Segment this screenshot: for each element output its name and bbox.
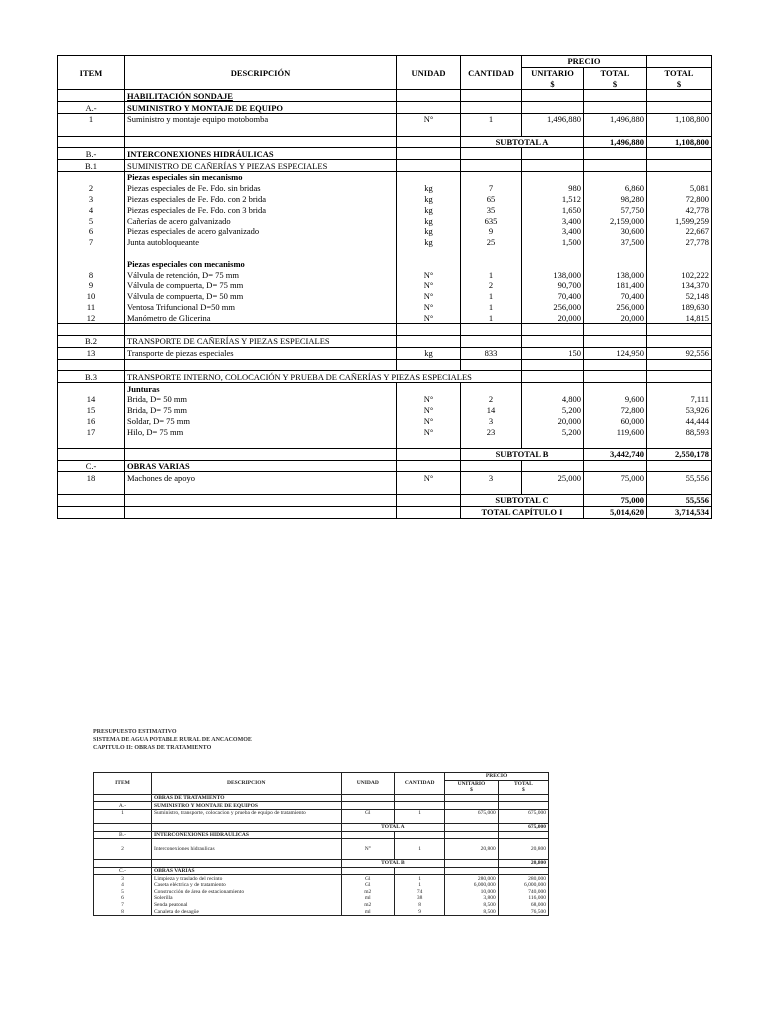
total-cell: 740,000: [498, 889, 548, 896]
price-cell: 256,000: [522, 302, 584, 313]
price-cell: 150: [522, 347, 584, 359]
unit-cell: N°: [397, 291, 461, 302]
desc-cell: Suministro, transporte, colocacion y prueba de equipo de tratamiento: [151, 809, 341, 816]
subtotal-row: [94, 860, 549, 868]
section-code: B.3: [58, 371, 125, 383]
total-cell: 6,860: [584, 183, 647, 194]
unit-cell: ml: [341, 895, 395, 902]
section-title: TRANSPORTE INTERNO, COLOCACIÓN Y PRUEBA DE CAÑERÍAS Y PIEZAS ESPECIALES: [125, 371, 522, 383]
qty-cell: 8: [395, 902, 445, 909]
spacer-row: [58, 437, 712, 448]
item-cell: 1: [58, 113, 125, 124]
price-cell: 10,000: [445, 889, 499, 896]
header-total: TOTAL: [584, 67, 647, 78]
total2-cell: 5,081: [647, 183, 712, 194]
table-row: [94, 889, 549, 896]
total-cell: 20,000: [584, 312, 647, 323]
subtotal-label: SUBTOTAL B: [461, 448, 584, 460]
item-cell: 8: [58, 269, 125, 280]
header-precio: PRECIO: [445, 773, 549, 781]
price-cell: 20,800: [445, 846, 499, 853]
qty-cell: 1: [395, 809, 445, 816]
total2-cell: 53,926: [647, 405, 712, 416]
desc-cell: Piezas especiales de acero galvanizado: [125, 226, 397, 237]
item-cell: 3: [58, 194, 125, 205]
total2-cell: 1,599,259: [647, 215, 712, 226]
table-row: [58, 215, 712, 226]
total-cell: 138,000: [584, 269, 647, 280]
header-precio: PRECIO: [522, 56, 647, 68]
total2-cell: 189,630: [647, 302, 712, 313]
total-cell: 9,600: [584, 394, 647, 405]
price-cell: 25,000: [522, 472, 584, 483]
item-cell: 6: [58, 226, 125, 237]
table-row: [58, 237, 712, 248]
section-row: [58, 102, 712, 114]
unit-cell: m2: [341, 902, 395, 909]
subsection-title: Junturas: [125, 383, 397, 394]
desc-cell: Interconexiones hidraulicas: [151, 846, 341, 853]
total-cell: 119,600: [584, 426, 647, 437]
total2-cell: 134,370: [647, 280, 712, 291]
section-title: SUMINISTRO Y MONTAJE DE EQUIPOS: [151, 802, 341, 810]
unit-cell: kg: [397, 226, 461, 237]
total-cell: 70,400: [584, 291, 647, 302]
qty-cell: 833: [461, 347, 522, 359]
subtotal-value-2: 2,550,178: [647, 448, 712, 460]
unit-cell: N°: [397, 302, 461, 313]
desc-cell: Solerilla: [151, 895, 341, 902]
grand-total-value: 5,014,620: [584, 506, 647, 518]
table-row: [94, 875, 549, 882]
total-cell: 68,000: [498, 902, 548, 909]
item-cell: 16: [58, 416, 125, 427]
subtotal-value: 675,000: [498, 824, 548, 832]
grand-total-row: [58, 506, 712, 518]
section-code: B.-: [94, 831, 152, 839]
desc-cell: Piezas especiales de Fe. Fdo. con 2 brida: [125, 194, 397, 205]
spacer-row: [58, 483, 712, 494]
desc-cell: Canaleta de desagüe: [151, 908, 341, 915]
subtotal-value: 3,442,740: [584, 448, 647, 460]
table-row: [58, 394, 712, 405]
subtotal-value-2: 1,108,800: [647, 136, 712, 148]
section-row: [58, 460, 712, 472]
subtotal-value: 75,000: [584, 495, 647, 507]
price-cell: 1,650: [522, 204, 584, 215]
total-cell: 675,000: [498, 809, 548, 816]
table-row: [58, 472, 712, 483]
spacer-row: [58, 324, 712, 336]
item-cell: 2: [94, 846, 152, 853]
subtotal-row: [58, 495, 712, 507]
total-cell: 2,159,000: [584, 215, 647, 226]
qty-cell: 65: [461, 194, 522, 205]
item-cell: 14: [58, 394, 125, 405]
header-unidad: UNIDAD: [397, 56, 461, 90]
qty-cell: 1: [461, 269, 522, 280]
total-cell: 57,750: [584, 204, 647, 215]
price-cell: 4,800: [522, 394, 584, 405]
qty-cell: 14: [461, 405, 522, 416]
item-cell: 4: [94, 882, 152, 889]
header-currency: $: [445, 787, 499, 794]
section-title: HABILITACIÓN SONDAJE: [125, 90, 397, 102]
price-cell: 138,000: [522, 269, 584, 280]
unit-cell: kg: [397, 183, 461, 194]
spacer-row: [58, 359, 712, 371]
qty-cell: 1: [395, 882, 445, 889]
desc-cell: Machones de apoyo: [125, 472, 397, 483]
table-row: [58, 226, 712, 237]
qty-cell: 38: [395, 895, 445, 902]
section-code: A.-: [94, 802, 152, 810]
total2-cell: 88,593: [647, 426, 712, 437]
section-row: [94, 802, 549, 810]
table-row: [58, 302, 712, 313]
total2-cell: 7,111: [647, 394, 712, 405]
desc-cell: Manómetro de Glicerina: [125, 312, 397, 323]
table-row: [58, 204, 712, 215]
subtotal-value-2: 55,556: [647, 495, 712, 507]
price-cell: 3,800: [445, 895, 499, 902]
price-cell: 20,000: [522, 416, 584, 427]
subsection-row: [58, 258, 712, 269]
qty-cell: 1: [395, 875, 445, 882]
qty-cell: 635: [461, 215, 522, 226]
item-cell: 10: [58, 291, 125, 302]
subtotal-value: 20,800: [498, 860, 548, 868]
section-code: C.-: [58, 460, 125, 472]
table-row: [58, 183, 712, 194]
unit-cell: N°: [397, 280, 461, 291]
spacer-row: [94, 853, 549, 860]
subsection-title: Piezas especiales sin mecanismo: [125, 171, 397, 182]
section-title: OBRAS VARIAS: [125, 460, 397, 472]
qty-cell: 1: [461, 113, 522, 124]
item-cell: 1: [94, 809, 152, 816]
price-cell: 8,500: [445, 902, 499, 909]
table-row: [58, 426, 712, 437]
section-title: INTERCONEXIONES HIDRAULICAS: [151, 831, 341, 839]
total2-cell: 42,778: [647, 204, 712, 215]
section-row: [58, 160, 712, 172]
qty-cell: 7: [461, 183, 522, 194]
unit-cell: N°: [397, 426, 461, 437]
budget-table-chapter-1: [57, 55, 712, 519]
total-cell: 60,000: [584, 416, 647, 427]
table-row: [58, 416, 712, 427]
header-row: [94, 773, 549, 781]
desc-cell: Construcción de área de estacionamiento: [151, 889, 341, 896]
header-descripcion: DESCRIPCIÓN: [125, 56, 397, 90]
unit-cell: N°: [397, 405, 461, 416]
table-row: [58, 269, 712, 280]
qty-cell: 1: [461, 312, 522, 323]
section-code: B.2: [58, 335, 125, 347]
item-cell: 7: [94, 902, 152, 909]
total-cell: 30,600: [584, 226, 647, 237]
header-currency-2: $: [498, 787, 548, 794]
price-cell: 90,700: [522, 280, 584, 291]
price-cell: 70,400: [522, 291, 584, 302]
unit-cell: N°: [397, 394, 461, 405]
subtotal-row: [94, 824, 549, 832]
table-row: [94, 846, 549, 853]
price-cell: 6,000,000: [445, 882, 499, 889]
unit-cell: N°: [397, 416, 461, 427]
table-row: [94, 902, 549, 909]
unit-cell: m2: [341, 889, 395, 896]
total-cell: 76,500: [498, 908, 548, 915]
subsection-row: [58, 171, 712, 182]
total-cell: 124,950: [584, 347, 647, 359]
item-cell: 7: [58, 237, 125, 248]
qty-cell: 3: [461, 416, 522, 427]
total-cell: 280,000: [498, 875, 548, 882]
qty-cell: 74: [395, 889, 445, 896]
qty-cell: 9: [395, 908, 445, 915]
total-cell: 6,000,000: [498, 882, 548, 889]
table-row: [94, 908, 549, 915]
header-total: TOTAL: [498, 780, 548, 787]
total-cell: 72,800: [584, 405, 647, 416]
qty-cell: 1: [395, 846, 445, 853]
total2-cell: 72,800: [647, 194, 712, 205]
section-code: A.-: [58, 102, 125, 114]
unit-cell: N°: [341, 846, 395, 853]
item-cell: 12: [58, 312, 125, 323]
total-cell: 75,000: [584, 472, 647, 483]
price-cell: 1,512: [522, 194, 584, 205]
total2-cell: 14,815: [647, 312, 712, 323]
total-cell: 256,000: [584, 302, 647, 313]
unit-cell: N°: [397, 472, 461, 483]
section-row: [94, 831, 549, 839]
unit-cell: kg: [397, 237, 461, 248]
section-title: SUMINISTRO Y MONTAJE DE EQUIPO: [125, 102, 397, 114]
header-descripcion: DESCRIPCION: [151, 773, 341, 795]
header-blank: [647, 56, 712, 68]
section-title: TRANSPORTE DE CAÑERÍAS Y PIEZAS ESPECIALES: [125, 335, 397, 347]
desc-cell: Suministro y montaje equipo motobomba: [125, 113, 397, 124]
item-cell: 5: [94, 889, 152, 896]
header-currency-3: $: [647, 79, 712, 90]
desc-cell: Brida, D= 75 mm: [125, 405, 397, 416]
desc-cell: Transporte de piezas especiales: [125, 347, 397, 359]
table-row: [58, 347, 712, 359]
subtotal-label: TOTAL A: [341, 824, 445, 832]
price-cell: 20,000: [522, 312, 584, 323]
unit-cell: N°: [397, 269, 461, 280]
item-cell: 8: [94, 908, 152, 915]
total2-cell: 92,556: [647, 347, 712, 359]
section-row: [94, 867, 549, 875]
qty-cell: 23: [461, 426, 522, 437]
table-row: [94, 895, 549, 902]
desc-cell: Soldar, D= 75 mm: [125, 416, 397, 427]
desc-cell: Ventosa Trifuncional D=50 mm: [125, 302, 397, 313]
unit-cell: Gl: [341, 882, 395, 889]
doc2-title-3: CAPITULO II: OBRAS DE TRATAMIENTO: [93, 745, 212, 751]
desc-cell: Limpieza y traslado del recinto: [151, 875, 341, 882]
item-cell: 11: [58, 302, 125, 313]
section-row: [58, 90, 712, 102]
item-cell: 18: [58, 472, 125, 483]
item-cell: 2: [58, 183, 125, 194]
unit-cell: Gl: [341, 809, 395, 816]
total2-cell: 27,778: [647, 237, 712, 248]
unit-cell: N°: [397, 312, 461, 323]
subtotal-label: SUBTOTAL A: [461, 136, 584, 148]
header-total-2: TOTAL: [647, 67, 712, 78]
desc-cell: Cañerías de acero galvanizado: [125, 215, 397, 226]
total2-cell: 55,556: [647, 472, 712, 483]
subsection-row: [58, 383, 712, 394]
subtotal-value: 1,496,880: [584, 136, 647, 148]
section-row: [58, 148, 712, 160]
grand-total-label: TOTAL CAPÍTULO I: [461, 506, 584, 518]
table-row: [58, 113, 712, 124]
subtotal-row: [58, 136, 712, 148]
unit-cell: kg: [397, 215, 461, 226]
desc-cell: Senda peatonal: [151, 902, 341, 909]
header-unitario: UNITARIO: [522, 67, 584, 78]
section-title: OBRAS VARIAS: [151, 867, 341, 875]
section-row: [58, 335, 712, 347]
section-title: SUMINISTRO DE CAÑERÍAS Y PIEZAS ESPECIALES: [125, 160, 397, 172]
desc-cell: Válvula de retención, D= 75 mm: [125, 269, 397, 280]
price-cell: 980: [522, 183, 584, 194]
total2-cell: 22,667: [647, 226, 712, 237]
qty-cell: 1: [461, 291, 522, 302]
unit-cell: N°: [397, 113, 461, 124]
desc-cell: Piezas especiales de Fe. Fdo. con 3 brida: [125, 204, 397, 215]
qty-cell: 2: [461, 280, 522, 291]
qty-cell: 3: [461, 472, 522, 483]
section-title: OBRAS DE TRATAMIENTO: [151, 794, 341, 802]
desc-cell: Válvula de compuerta, D= 50 mm: [125, 291, 397, 302]
total-cell: 116,000: [498, 895, 548, 902]
desc-cell: Piezas especiales de Fe. Fdo. sin bridas: [125, 183, 397, 194]
qty-cell: 25: [461, 237, 522, 248]
chapter-2-preview: [93, 728, 553, 915]
header-currency-2: $: [584, 79, 647, 90]
total2-cell: 52,148: [647, 291, 712, 302]
unit-cell: ml: [341, 908, 395, 915]
price-cell: 1,496,880: [522, 113, 584, 124]
section-code: B.1: [58, 160, 125, 172]
section-code: B.-: [58, 148, 125, 160]
item-cell: 6: [94, 895, 152, 902]
item-cell: 4: [58, 204, 125, 215]
desc-cell: Brida, D= 50 mm: [125, 394, 397, 405]
total2-cell: 1,108,800: [647, 113, 712, 124]
table-row: [58, 194, 712, 205]
price-cell: 5,200: [522, 426, 584, 437]
spacer-row: [94, 817, 549, 824]
price-cell: 3,400: [522, 215, 584, 226]
section-title: INTERCONEXIONES HIDRÁULICAS: [125, 148, 397, 160]
price-cell: 3,400: [522, 226, 584, 237]
desc-cell: Junta autobloqueante: [125, 237, 397, 248]
table-row: [58, 280, 712, 291]
total-cell: 181,400: [584, 280, 647, 291]
doc2-title-1: PRESUPUESTO ESTIMATIVO: [93, 729, 177, 735]
qty-cell: 35: [461, 204, 522, 215]
section-row: [94, 794, 549, 802]
total2-cell: 44,444: [647, 416, 712, 427]
spacer-row: [58, 248, 712, 259]
subtotal-label: TOTAL B: [341, 860, 445, 868]
table-row: [94, 809, 549, 816]
header-currency: $: [522, 79, 584, 90]
total-cell: 98,280: [584, 194, 647, 205]
item-cell: 5: [58, 215, 125, 226]
table-row: [58, 405, 712, 416]
subtotal-row: [58, 448, 712, 460]
budget-table-chapter-2: [93, 772, 549, 916]
desc-cell: Caseta eléctrica y de tratamiento: [151, 882, 341, 889]
unit-cell: kg: [397, 204, 461, 215]
subtotal-label: SUBTOTAL C: [461, 495, 584, 507]
price-cell: 280,000: [445, 875, 499, 882]
header-unitario: UNITARIO: [445, 780, 499, 787]
grand-total-value-2: 3,714,534: [647, 506, 712, 518]
qty-cell: 1: [461, 302, 522, 313]
header-item: ITEM: [58, 56, 125, 90]
doc2-title-2: SISTEMA DE AGUA POTABLE RURAL DE ANCACOMOE: [93, 737, 252, 743]
total-cell: 37,500: [584, 237, 647, 248]
qty-cell: 9: [461, 226, 522, 237]
unit-cell: kg: [397, 194, 461, 205]
header-cantidad: CANTIDAD: [395, 773, 445, 795]
price-cell: 675,000: [445, 809, 499, 816]
item-cell: 13: [58, 347, 125, 359]
unit-cell: Gl: [341, 875, 395, 882]
desc-cell: Válvula de compuerta, D= 75 mm: [125, 280, 397, 291]
total-cell: 1,496,880: [584, 113, 647, 124]
subsection-title: Piezas especiales con mecanismo: [125, 258, 397, 269]
desc-cell: Hilo, D= 75 mm: [125, 426, 397, 437]
header-row: [58, 56, 712, 68]
qty-cell: 2: [461, 394, 522, 405]
table-row: [58, 291, 712, 302]
table-row: [94, 882, 549, 889]
total2-cell: 102,222: [647, 269, 712, 280]
item-cell: 9: [58, 280, 125, 291]
total-cell: 20,800: [498, 846, 548, 853]
item-cell: 15: [58, 405, 125, 416]
section-row: [58, 371, 712, 383]
table-row: [58, 312, 712, 323]
header-unidad: UNIDAD: [341, 773, 395, 795]
price-cell: 8,500: [445, 908, 499, 915]
section-code: C.-: [94, 867, 152, 875]
price-cell: 1,500: [522, 237, 584, 248]
spacer-row: [94, 839, 549, 846]
price-cell: 5,200: [522, 405, 584, 416]
item-cell: 17: [58, 426, 125, 437]
item-cell: 3: [94, 875, 152, 882]
header-item: ITEM: [94, 773, 152, 795]
header-cantidad: CANTIDAD: [461, 56, 522, 90]
unit-cell: kg: [397, 347, 461, 359]
spacer-row: [58, 125, 712, 136]
